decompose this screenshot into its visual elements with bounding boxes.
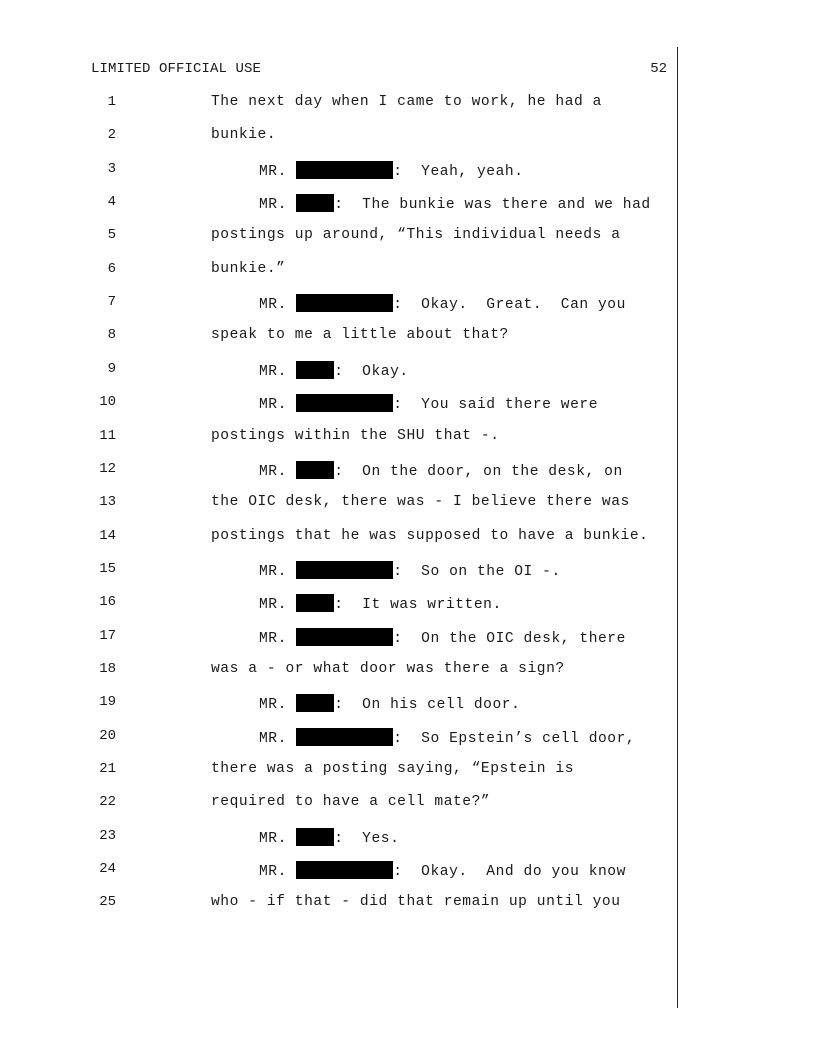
transcript-line xyxy=(0,661,676,694)
speaker-utterance: : On his cell door. xyxy=(334,697,521,714)
right-margin-rule xyxy=(677,47,678,1008)
speaker-prefix: MR. xyxy=(259,163,297,180)
speaker-prefix: MR. xyxy=(259,864,297,881)
speaker-line-text xyxy=(259,161,524,180)
line-number: 1 xyxy=(107,94,116,110)
transcript-line xyxy=(0,194,676,227)
speaker-line-text xyxy=(259,561,561,580)
transcript-line xyxy=(0,227,676,260)
transcript-line xyxy=(0,861,676,894)
transcript-line xyxy=(0,761,676,794)
speaker-utterance: : Okay. xyxy=(334,363,409,380)
continuation-line-text: bunkie. xyxy=(211,127,277,144)
transcript-line xyxy=(0,294,676,327)
transcript-line xyxy=(0,794,676,827)
speaker-line-text xyxy=(259,294,626,313)
continuation-line-text: there was a posting saying, “Epstein is xyxy=(211,761,574,777)
speaker-line-text xyxy=(259,728,635,747)
transcript-line xyxy=(0,528,676,561)
line-number: 10 xyxy=(99,394,116,411)
speaker-line-text xyxy=(259,194,651,213)
redaction-box xyxy=(296,828,334,846)
transcript-line xyxy=(0,461,676,494)
speaker-utterance: : So on the OI -. xyxy=(393,563,561,580)
speaker-prefix: MR. xyxy=(259,597,297,614)
transcript-line xyxy=(0,828,676,861)
speaker-utterance: : It was written. xyxy=(334,597,502,614)
speaker-line-text xyxy=(259,694,520,713)
transcript-line xyxy=(0,161,676,194)
continuation-line-text: who - if that - did that remain up until you xyxy=(211,894,621,911)
line-number: 17 xyxy=(99,627,116,644)
speaker-prefix: MR. xyxy=(259,363,297,380)
transcript-line xyxy=(0,261,676,294)
redaction-box xyxy=(296,361,334,379)
redaction-box xyxy=(296,628,393,646)
line-number: 16 xyxy=(99,594,116,611)
line-number: 24 xyxy=(99,861,116,878)
line-number: 23 xyxy=(99,827,116,844)
transcript-line xyxy=(0,894,676,927)
line-number: 14 xyxy=(99,527,116,544)
redaction-box xyxy=(296,194,334,212)
speaker-line-text xyxy=(259,394,598,413)
speaker-prefix: MR. xyxy=(259,463,297,480)
transcript-line xyxy=(0,361,676,394)
continuation-line-text: The next day when I came to work, he had a xyxy=(211,94,602,110)
line-number: 8 xyxy=(107,327,116,344)
redaction-box xyxy=(296,728,393,746)
speaker-utterance: : The bunkie was there and we had xyxy=(334,197,651,214)
speaker-prefix: MR. xyxy=(259,697,297,714)
speaker-prefix: MR. xyxy=(259,563,297,580)
redaction-box xyxy=(296,161,393,179)
speaker-line-text xyxy=(259,594,502,613)
transcript-line xyxy=(0,594,676,627)
line-number: 15 xyxy=(99,560,116,577)
line-number: 7 xyxy=(107,294,116,311)
document-marking: LIMITED OFFICIAL USE xyxy=(91,61,262,77)
transcript-line xyxy=(0,494,676,527)
speaker-utterance: : Okay. And do you know xyxy=(393,864,626,881)
redaction-box xyxy=(296,294,393,312)
continuation-line-text: the OIC desk, there was - I believe there was xyxy=(211,494,630,511)
line-number: 4 xyxy=(107,194,116,211)
speaker-utterance: : So Epstein’s cell door, xyxy=(393,730,636,747)
speaker-prefix: MR. xyxy=(259,297,297,314)
transcript-line xyxy=(0,428,676,461)
line-number: 22 xyxy=(99,794,116,811)
transcript-line xyxy=(0,728,676,761)
line-number: 21 xyxy=(99,761,116,777)
speaker-utterance: : You said there were xyxy=(393,397,599,414)
speaker-utterance: : Okay. Great. Can you xyxy=(393,297,626,314)
transcript-line xyxy=(0,561,676,594)
speaker-line-text xyxy=(259,828,399,847)
redaction-box xyxy=(296,594,334,612)
speaker-utterance: : Yes. xyxy=(334,830,400,847)
speaker-line-text xyxy=(259,461,623,480)
transcript-line xyxy=(0,694,676,727)
continuation-line-text: required to have a cell mate?” xyxy=(211,794,491,811)
line-number: 9 xyxy=(107,360,116,377)
speaker-prefix: MR. xyxy=(259,630,297,647)
continuation-line-text: postings within the SHU that -. xyxy=(211,427,500,444)
speaker-utterance: : On the OIC desk, there xyxy=(393,630,626,647)
transcript-line xyxy=(0,94,676,127)
transcript-line xyxy=(0,127,676,160)
redaction-box xyxy=(296,694,334,712)
speaker-line-text xyxy=(259,361,409,380)
speaker-prefix: MR. xyxy=(259,397,297,414)
continuation-line-text: postings up around, “This individual needs a xyxy=(211,227,621,244)
transcript-line xyxy=(0,628,676,661)
speaker-prefix: MR. xyxy=(259,730,297,747)
transcript-line xyxy=(0,327,676,360)
speaker-prefix: MR. xyxy=(259,197,297,214)
line-number: 25 xyxy=(99,894,116,911)
line-number: 18 xyxy=(99,660,116,677)
speaker-line-text xyxy=(259,628,626,647)
page-number: 52 xyxy=(650,61,667,77)
continuation-line-text: bunkie.” xyxy=(211,260,286,277)
transcript-line xyxy=(0,394,676,427)
continuation-line-text: was a - or what door was there a sign? xyxy=(211,660,565,677)
speaker-prefix: MR. xyxy=(259,830,297,847)
line-number: 2 xyxy=(107,127,116,144)
speaker-utterance: : Yeah, yeah. xyxy=(393,163,524,180)
line-number: 13 xyxy=(99,494,116,511)
redaction-box xyxy=(296,461,334,479)
redaction-box xyxy=(296,561,393,579)
line-number: 19 xyxy=(99,694,116,711)
redaction-box xyxy=(296,861,393,879)
line-number: 3 xyxy=(107,160,116,177)
speaker-line-text xyxy=(259,861,626,880)
speaker-utterance: : On the door, on the desk, on xyxy=(334,463,623,480)
line-number: 11 xyxy=(99,427,116,444)
redaction-box xyxy=(296,394,393,412)
continuation-line-text: postings that he was supposed to have a bunkie. xyxy=(211,527,649,544)
line-number: 20 xyxy=(99,727,116,744)
line-number: 12 xyxy=(99,460,116,477)
line-number: 6 xyxy=(107,260,116,277)
continuation-line-text: speak to me a little about that? xyxy=(211,327,509,344)
line-number: 5 xyxy=(107,227,116,244)
